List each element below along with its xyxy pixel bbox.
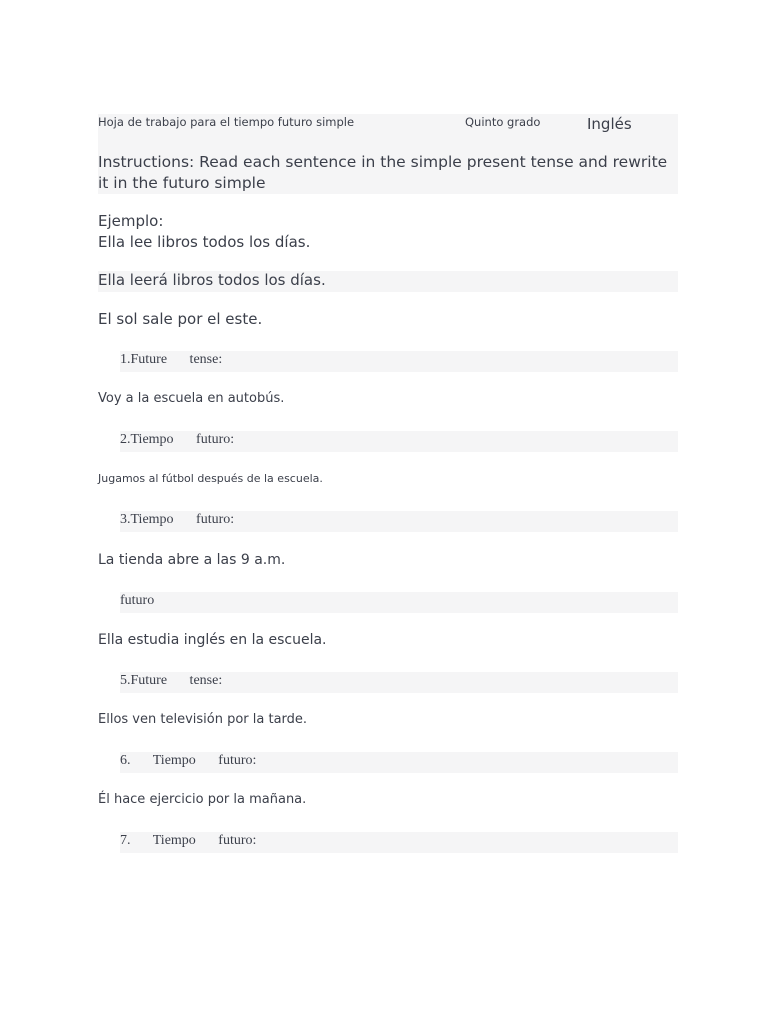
item-5-answer-label: 5.Future tense: [120,673,223,688]
item-4-answer-label: futuro [120,593,155,608]
grade-label: Quinto grado [465,115,541,129]
item-2-sentence: Voy a la escuela en autobús. [98,391,285,406]
item-6-answer-label: 6. Tiempo futuro: [120,753,257,768]
worksheet-title: Hoja de trabajo para el tiempo futuro simple [98,115,355,129]
example-sentence: Ella lee libros todos los días. [98,233,311,251]
item-7-sentence: Él hace ejercicio por la mañana. [98,792,307,807]
example-label: Ejemplo: [98,212,164,230]
item-1-sentence: El sol sale por el este. [98,310,263,328]
subject-label: Inglés [587,115,632,133]
item-4-answer-field[interactable] [120,592,678,613]
item-2-answer-label: 2.Tiempo futuro: [120,432,235,447]
item-4-sentence: La tienda abre a las 9 a.m. [98,552,286,568]
item-7-answer-label: 7. Tiempo futuro: [120,833,257,848]
item-1-answer-label: 1.Future tense: [120,352,223,367]
item-5-sentence: Ella estudia inglés en la escuela. [98,632,327,648]
example-answer: Ella leerá libros todos los días. [98,271,326,289]
item-6-sentence: Ellos ven televisión por la tarde. [98,712,308,727]
instructions-text: Instructions: Read each sentence in the simple present tense and rewrite it in the futuro simple [98,153,668,192]
item-3-answer-label: 3.Tiempo futuro: [120,512,235,527]
item-3-sentence: Jugamos al fútbol después de la escuela. [98,472,323,485]
